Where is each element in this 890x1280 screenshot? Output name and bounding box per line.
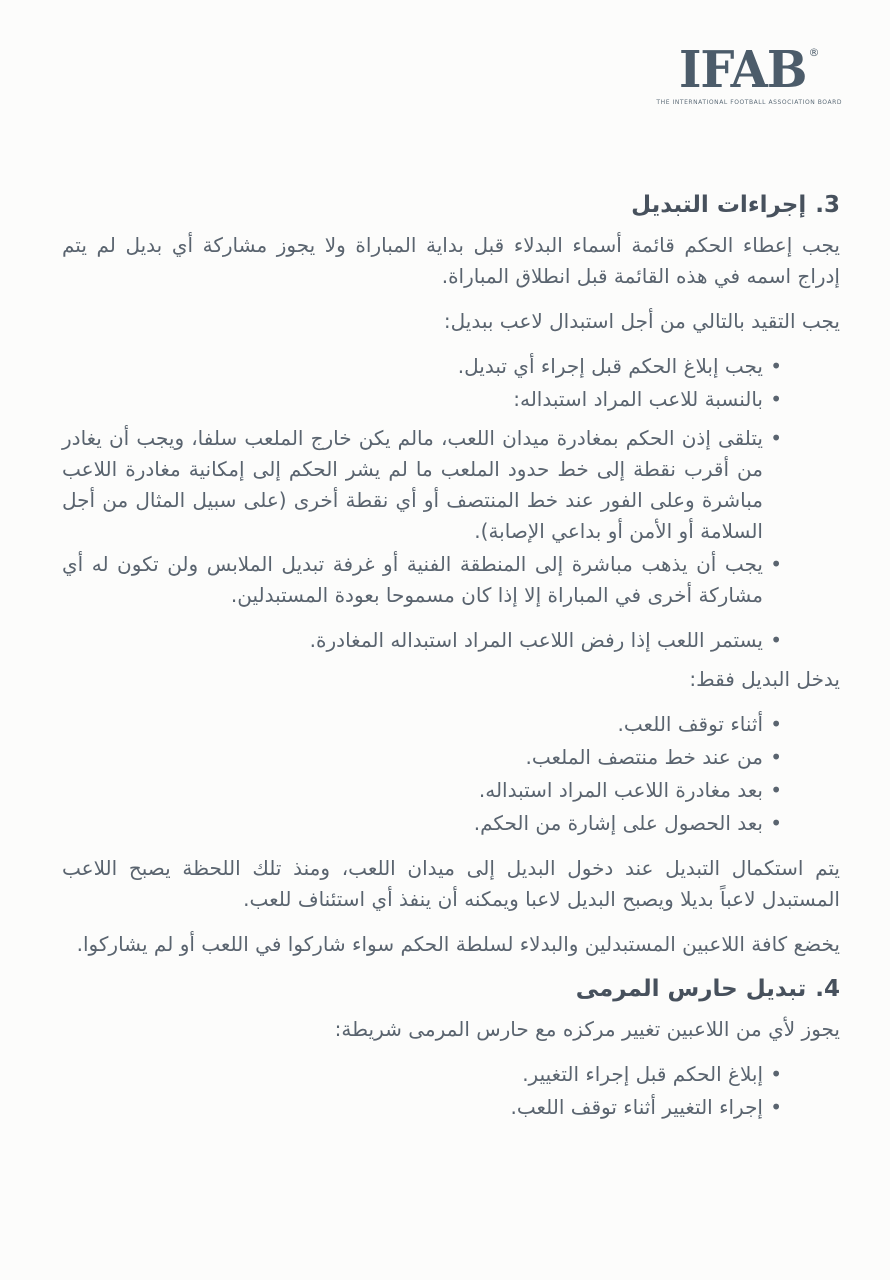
goalkeeper-change-conditions-list [62,1059,840,1123]
section-substitution-heading [62,190,840,221]
section-title: إجراءات التبديل [631,192,807,218]
logo-registered-mark: ® [808,46,820,59]
section-goalkeeper-change [62,974,840,1123]
list-item: • يتلقى إذن الحكم بمغادرة ميدان اللعب، مالم يكن خارج الملعب سلفا، ويجب أن يغادر من أقرب نقطة إلى خط حدود الملعب ما لم يشر الحكم إلى إمكانية مغادرة اللاعب مباشرة وعلى الفور عند خط المنتصف أو أي نقطة أخرى (على سبيل المثال من أجل السلامة أو الأمن أو بداعي الإصابة). [62,423,784,547]
paragraph-substitute-name-list: يجب إعطاء الحكم قائمة أسماء البدلاء قبل بداية المباراة ولا يجوز مشاركة أي بديل لم يتم إدراج اسمه في هذه القائمة قبل انطلاق المباراة. [62,233,840,288]
logo-tagline: THE INTERNATIONAL FOOTBALL ASSOCIATION BOARD [656,99,842,106]
paragraph-substitute-enters-intro: يدخل البديل فقط: [689,667,840,691]
section-title: تبديل حارس المرمى [575,976,807,1002]
list-item: • أثناء توقف اللعب. [62,709,784,740]
paragraph-goalkeeper-change-intro: يجوز لأي من اللاعبين تغيير مركزه مع حارس المرمى شريطة: [334,1017,840,1041]
document-body [0,106,890,1123]
section-number: 3. [815,192,840,218]
section-number: 4. [815,976,840,1002]
list-item: • بعد الحصول على إشارة من الحكم. [62,808,784,839]
logo-wordmark: IFAB [678,40,807,100]
list-item: • بالنسبة للاعب المراد استبداله: [62,384,784,415]
paragraph-substitution-completed: يتم استكمال التبديل عند دخول البديل إلى ميدان اللعب، ومنذ تلك اللحظة يصبح اللاعب المستبدل لاعباً بديلا ويصبح البديل لاعبا ويمكنه أن ينفذ أي استئناف للعب. [62,856,840,911]
list-item: • من عند خط منتصف الملعب. [62,742,784,773]
logo-wordmark-row [678,40,820,100]
list-item: • إبلاغ الحكم قبل إجراء التغيير. [62,1059,784,1090]
paragraph-substitution-conditions-intro: يجب التقيد بالتالي من أجل استبدال لاعب ببديل: [443,309,840,333]
substitution-steps-list [62,351,840,415]
list-item: • يجب أن يذهب مباشرة إلى المنطقة الفنية أو غرفة تبديل الملابس ولن تكون له أي مشاركة أخرى في المباراة إلا إذا كان مسموحا بعودة المستبدلين. [62,549,784,611]
paragraph-referee-authority: يخضع كافة اللاعبين المستبدلين والبدلاء لسلطة الحكم سواء شاركوا في اللعب أو لم يشاركوا. [76,932,840,956]
ifab-logo [656,40,842,106]
player-being-substituted-rules-list [62,423,840,656]
section-goalkeeper-heading [62,974,840,1005]
list-item: • يستمر اللعب إذا رفض اللاعب المراد استبداله المغادرة. [62,625,784,656]
header [0,0,890,106]
list-item: • يجب إبلاغ الحكم قبل إجراء أي تبديل. [62,351,784,382]
list-item: • بعد مغادرة اللاعب المراد استبداله. [62,775,784,806]
list-item: • إجراء التغيير أثناء توقف اللعب. [62,1092,784,1123]
section-substitution-procedures [62,190,840,960]
substitute-entry-conditions-list [62,709,840,839]
